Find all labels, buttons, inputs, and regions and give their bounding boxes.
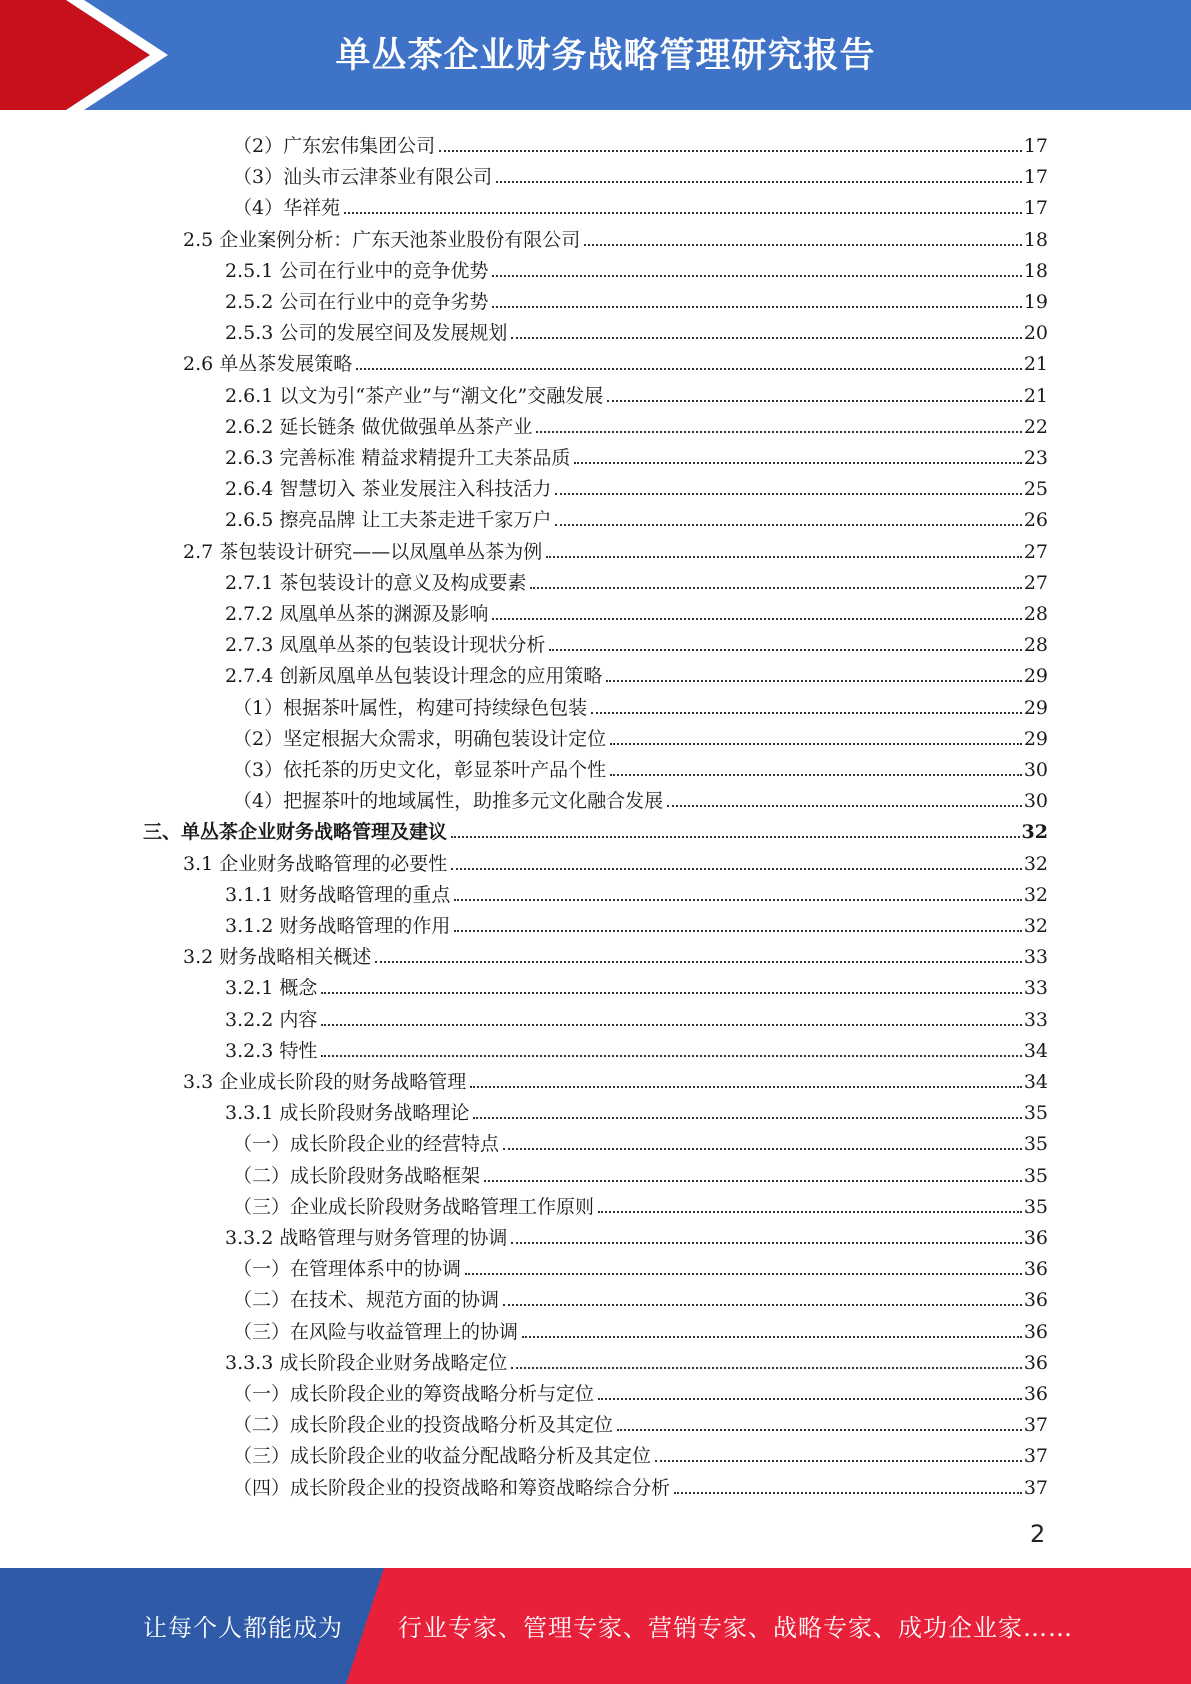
toc-entry-label: （4）华祥苑 [233, 197, 341, 220]
toc-entry[interactable] [225, 252, 1048, 283]
toc-entry[interactable] [225, 470, 1048, 501]
toc-entry[interactable] [233, 1157, 1048, 1188]
toc-entry-page: 26 [1023, 509, 1048, 532]
toc-entry-label: 2.7 茶包装设计研究——以凤凰单丛茶为例 [183, 540, 543, 563]
toc-leader-dots [321, 990, 1021, 994]
toc-leader-dots [584, 242, 1022, 246]
toc-entry[interactable] [183, 938, 1048, 969]
toc-leader-dots [546, 554, 1022, 558]
toc-entry[interactable] [183, 221, 1048, 252]
toc-leader-dots [617, 1427, 1022, 1431]
toc-entry-page: 22 [1023, 415, 1048, 438]
toc-entry-page: 23 [1023, 447, 1048, 469]
toc-entry-page: 37 [1023, 1414, 1048, 1437]
toc-leader-dots [655, 1458, 1022, 1462]
toc-entry-page: 29 [1023, 665, 1048, 688]
toc-entry-label: （3）依托茶的历史文化，彰显茶叶产品个性 [233, 759, 607, 781]
toc-entry-label: 2.5.3 公司的发展空间及发展规划 [225, 322, 508, 345]
toc-entry[interactable] [233, 1313, 1048, 1344]
toc-leader-dots [356, 366, 1022, 370]
toc-leader-dots [536, 429, 1021, 433]
toc-entry-label: 2.7.4 创新凤凰单丛包装设计理念的应用策略 [225, 665, 603, 688]
footer-slogan-right: 行业专家、管理专家、营销专家、战略专家、成功企业家…… [398, 1614, 1073, 1642]
toc-entry[interactable] [225, 283, 1048, 314]
toc-leader-dots [465, 1271, 1022, 1275]
toc-entry-page: 17 [1023, 135, 1048, 157]
toc-entry-page: 27 [1023, 540, 1048, 563]
toc-entry[interactable] [225, 1032, 1048, 1063]
toc-entry-label: 2.6.5 擦亮品牌 让工夫茶走进千家万户 [225, 509, 552, 532]
toc-leader-dots [503, 1146, 1022, 1150]
toc-entry-label: 2.6.1 以文为引“茶产业”与“潮文化”交融发展 [225, 384, 604, 407]
toc-entry-label: 2.6 单丛茶发展策略 [183, 353, 353, 376]
toc-entry[interactable] [225, 501, 1048, 532]
toc-entry-page: 28 [1023, 634, 1048, 657]
toc-leader-dots [555, 491, 1021, 495]
toc-entry-page: 34 [1023, 1071, 1048, 1093]
toc-entry[interactable] [233, 127, 1048, 158]
toc-entry-label: 3.3.3 成长阶段企业财务战略定位 [225, 1351, 508, 1374]
toc-entry-page: 32 [1021, 821, 1048, 844]
toc-leader-dots [610, 741, 1022, 745]
toc-entry-label: 3.3 企业成长阶段的财务战略管理 [183, 1071, 467, 1093]
toc-entry-label: （1）根据茶叶属性，构建可持续绿色包装 [233, 696, 588, 719]
toc-entry-page: 35 [1023, 1133, 1048, 1156]
toc-entry-page: 25 [1023, 478, 1048, 501]
toc-leader-dots [598, 1396, 1022, 1400]
toc-entry[interactable] [233, 1375, 1048, 1406]
toc-entry[interactable] [183, 1063, 1048, 1094]
toc-entry[interactable] [233, 1250, 1048, 1281]
toc-leader-dots [473, 1115, 1021, 1119]
toc-leader-dots [511, 1365, 1021, 1369]
toc-entry[interactable] [233, 1469, 1048, 1500]
toc-entry-label: （三）企业成长阶段财务战略管理工作原则 [233, 1195, 595, 1218]
toc-entry-label: （二）成长阶段财务战略框架 [233, 1164, 481, 1187]
toc-leader-dots [470, 1084, 1022, 1088]
toc-entry-label: 2.7.1 茶包装设计的意义及构成要素 [225, 571, 527, 594]
toc-entry[interactable] [225, 564, 1048, 595]
toc-entry[interactable] [183, 345, 1048, 376]
toc-entry-page: 28 [1023, 603, 1048, 625]
toc-leader-dots [511, 335, 1021, 339]
toc-entry-page: 27 [1023, 571, 1048, 594]
toc-leader-dots [530, 585, 1021, 589]
toc-entry-label: 3.1.2 财务战略管理的作用 [225, 915, 451, 937]
toc-entry-page: 34 [1023, 1039, 1048, 1062]
toc-leader-dots [591, 710, 1022, 714]
toc-leader-dots [496, 179, 1022, 183]
toc-entry[interactable] [225, 626, 1048, 657]
toc-entry-label: （一）成长阶段企业的经营特点 [233, 1133, 500, 1156]
page-footer [0, 1568, 1191, 1684]
toc-entry-label: 3.3.2 战略管理与财务管理的协调 [225, 1227, 508, 1249]
toc-entry-page: 29 [1023, 727, 1048, 750]
toc-entry-page: 32 [1023, 915, 1048, 937]
toc-leader-dots [321, 1022, 1021, 1026]
toc-entry-page: 35 [1023, 1164, 1048, 1187]
toc-entry-page: 36 [1023, 1258, 1048, 1281]
toc-entry-page: 37 [1023, 1476, 1048, 1499]
toc-entry-label: （4）把握茶叶的地域属性，助推多元文化融合发展 [233, 790, 664, 813]
toc-entry-page: 33 [1023, 977, 1048, 1000]
toc-entry-label: 2.5.1 公司在行业中的竞争优势 [225, 259, 489, 282]
toc-entry[interactable] [233, 751, 1048, 782]
toc-entry[interactable] [233, 1406, 1048, 1437]
page-number: 2 [1030, 1520, 1046, 1548]
toc-entry-label: （二）在技术、规范方面的协调 [233, 1289, 500, 1312]
toc-entry-page: 37 [1023, 1445, 1048, 1468]
toc-leader-dots [606, 678, 1021, 682]
toc-entry[interactable] [233, 1281, 1048, 1312]
toc-leader-dots [344, 210, 1022, 214]
page-header [0, 0, 1191, 110]
toc-entry-page: 32 [1023, 883, 1048, 906]
toc-leader-dots [454, 897, 1021, 901]
toc-entry-label: 2.6.4 智慧切入 茶业发展注入科技活力 [225, 478, 552, 501]
toc-entry[interactable] [233, 1125, 1048, 1156]
toc-leader-dots [492, 273, 1021, 277]
toc-leader-dots [522, 1334, 1022, 1338]
toc-entry[interactable] [225, 1001, 1048, 1032]
toc-entry-page: 36 [1023, 1320, 1048, 1343]
toc-entry-label: 3.1 企业财务战略管理的必要性 [183, 852, 448, 875]
toc-entry[interactable] [225, 439, 1048, 470]
toc-entry-page: 36 [1023, 1289, 1048, 1312]
toc-entry-label: 3.2 财务战略相关概述 [183, 946, 372, 969]
toc-entry[interactable] [225, 1094, 1048, 1125]
toc-entry-page: 30 [1023, 790, 1048, 813]
toc-entry[interactable] [183, 533, 1048, 564]
toc-entry[interactable] [225, 907, 1048, 938]
toc-entry-page: 32 [1023, 852, 1048, 875]
toc-leader-dots [484, 1178, 1022, 1182]
toc-entry-page: 29 [1023, 696, 1048, 719]
toc-entry-label: 2.7.3 凤凰单丛茶的包装设计现状分析 [225, 634, 546, 657]
toc-entry-label: （3）汕头市云津茶业有限公司 [233, 166, 493, 189]
toc-entry[interactable] [225, 595, 1048, 626]
toc-entry-label: 2.6.3 完善标准 精益求精提升工夫茶品质 [225, 447, 571, 469]
toc-leader-dots [503, 1302, 1022, 1306]
toc-leader-dots [492, 304, 1021, 308]
toc-leader-dots [574, 460, 1021, 464]
toc-entry-page: 18 [1023, 259, 1048, 282]
toc-entry[interactable] [225, 377, 1048, 408]
toc-entry[interactable] [233, 689, 1048, 720]
toc-leader-dots [375, 959, 1022, 963]
footer-slogan-left: 让每个人都能成为 [143, 1614, 343, 1642]
toc-entry-page: 17 [1023, 166, 1048, 189]
toc-entry-page: 20 [1023, 322, 1048, 345]
toc-entry-label: （一）在管理体系中的协调 [233, 1258, 462, 1281]
toc-entry[interactable] [225, 969, 1048, 1000]
toc-leader-dots [439, 148, 1022, 152]
toc-leader-dots [492, 616, 1021, 620]
toc-entry-label: 三、单丛茶企业财务战略管理及建议 [143, 821, 448, 844]
toc-entry-label: （二）成长阶段企业的投资战略分析及其定位 [233, 1414, 614, 1437]
toc-entry-label: （四）成长阶段企业的投资战略和筹资战略综合分析 [233, 1476, 671, 1499]
toc-leader-dots [598, 1209, 1022, 1213]
toc-leader-dots [610, 772, 1022, 776]
toc-leader-dots [451, 834, 1020, 838]
toc-leader-dots [607, 398, 1022, 402]
toc-entry-page: 36 [1023, 1383, 1048, 1405]
toc-entry-page: 35 [1023, 1195, 1048, 1218]
toc-entry-page: 33 [1023, 946, 1048, 969]
toc-entry-label: 2.5 企业案例分析：广东天池茶业股份有限公司 [183, 228, 581, 251]
toc-entry-label: （2）坚定根据大众需求，明确包装设计定位 [233, 727, 607, 750]
toc-entry[interactable] [225, 1344, 1048, 1375]
toc-entry-page: 21 [1023, 384, 1048, 407]
toc-entry[interactable] [225, 876, 1048, 907]
toc-entry-page: 18 [1023, 228, 1048, 251]
toc-leader-dots [549, 647, 1021, 651]
toc-entry[interactable] [225, 314, 1048, 345]
toc-entry[interactable] [233, 1188, 1048, 1219]
toc-entry[interactable] [233, 782, 1048, 813]
toc-entry[interactable] [225, 408, 1048, 439]
toc-entry-label: 3.2.1 概念 [225, 977, 318, 1000]
toc-entry-label: （一）成长阶段企业的筹资战略分析与定位 [233, 1383, 595, 1405]
toc-entry[interactable] [225, 1219, 1048, 1250]
toc-entry[interactable] [143, 813, 1048, 844]
toc-entry-page: 21 [1023, 353, 1048, 376]
toc-entry-label: （2）广东宏伟集团公司 [233, 135, 436, 157]
toc-entry[interactable] [233, 1437, 1048, 1468]
toc-entry-label: （三）在风险与收益管理上的协调 [233, 1320, 519, 1343]
toc-leader-dots [321, 1053, 1021, 1057]
toc-entry-label: 3.2.3 特性 [225, 1039, 318, 1062]
toc-entry-label: 3.1.1 财务战略管理的重点 [225, 883, 451, 906]
toc-leader-dots [667, 803, 1022, 807]
toc-entry-page: 17 [1023, 197, 1048, 220]
toc-leader-dots [454, 928, 1021, 932]
toc-leader-dots [511, 1240, 1021, 1244]
toc-leader-dots [451, 866, 1022, 870]
toc-entry-page: 30 [1023, 759, 1048, 781]
toc-entry-label: 2.5.2 公司在行业中的竞争劣势 [225, 291, 489, 313]
toc-leader-dots [674, 1490, 1022, 1494]
toc-entry-label: 2.6.2 延长链条 做优做强单丛茶产业 [225, 415, 533, 438]
toc-entry-label: （三）成长阶段企业的收益分配战略分析及其定位 [233, 1445, 652, 1468]
toc-entry[interactable] [233, 189, 1048, 220]
toc-entry[interactable] [233, 720, 1048, 751]
toc-entry-label: 3.3.1 成长阶段财务战略理论 [225, 1102, 470, 1125]
toc-entry-label: 2.7.2 凤凰单丛茶的渊源及影响 [225, 603, 489, 625]
report-title: 单丛茶企业财务战略管理研究报告 [335, 36, 876, 76]
toc-entry-page: 36 [1023, 1227, 1048, 1249]
toc-entry-page: 19 [1023, 291, 1048, 313]
toc-entry-label: 3.2.2 内容 [225, 1008, 318, 1031]
toc-entry[interactable] [225, 657, 1048, 688]
toc-entry[interactable] [183, 845, 1048, 876]
toc-entry-page: 33 [1023, 1008, 1048, 1031]
toc-leader-dots [555, 522, 1021, 526]
toc-entry-page: 36 [1023, 1351, 1048, 1374]
toc-entry-page: 35 [1023, 1102, 1048, 1125]
toc-entry[interactable] [233, 158, 1048, 189]
